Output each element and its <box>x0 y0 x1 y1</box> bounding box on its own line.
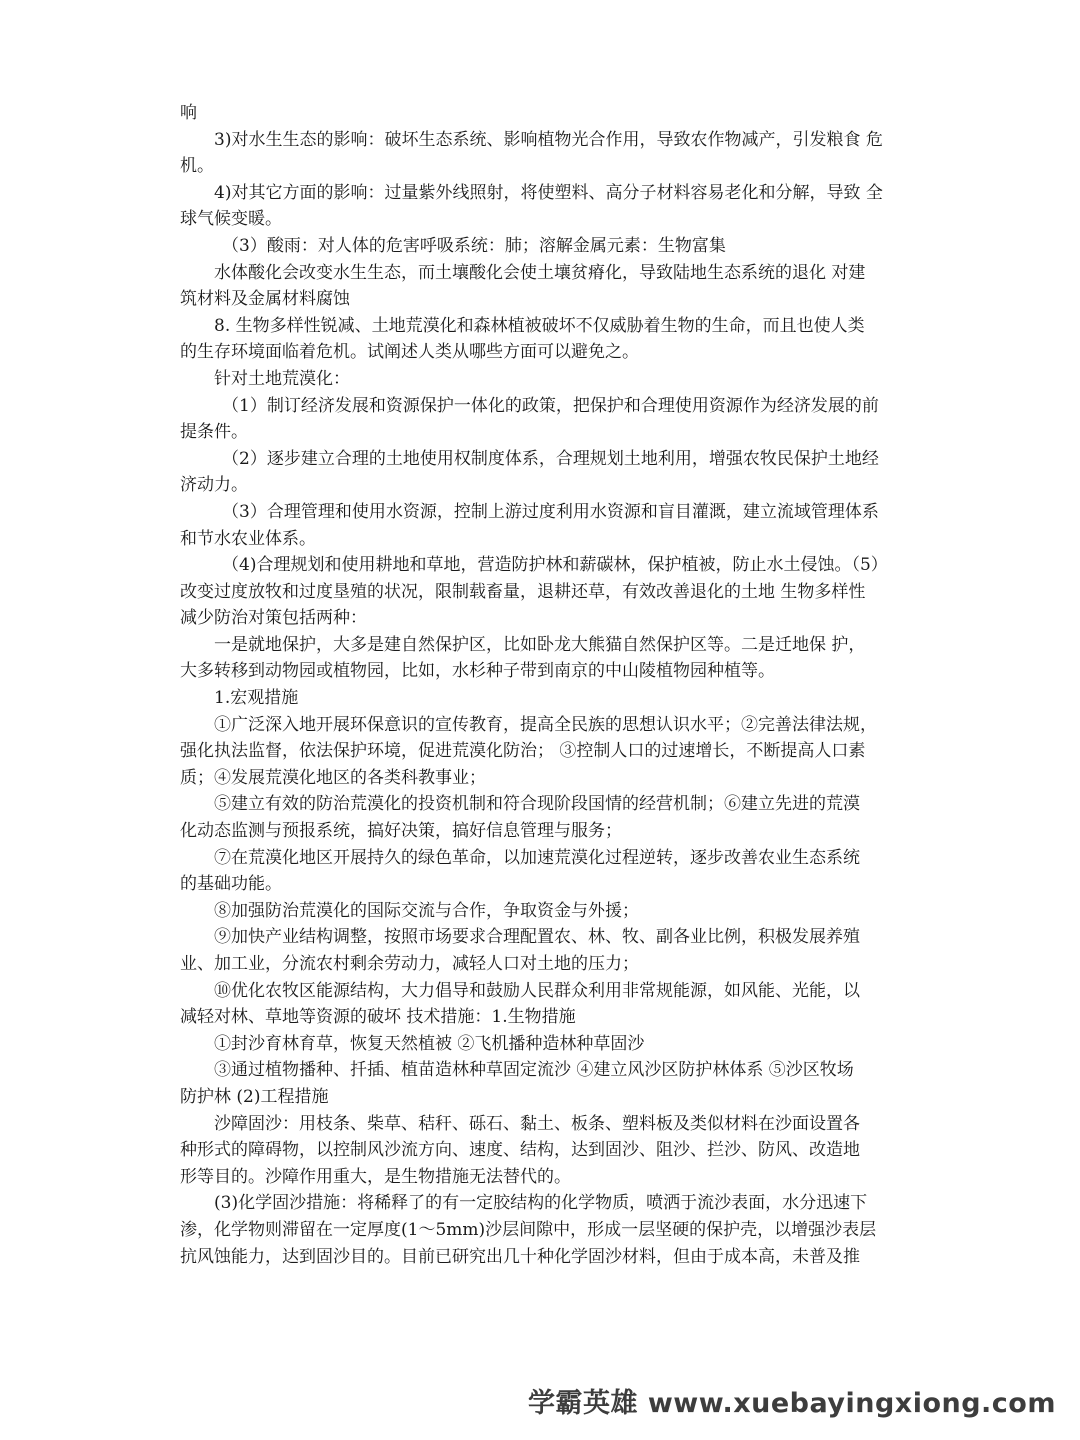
text-line: 改变过度放牧和过度垦殖的状况，限制载畜量，退耕还草，有效改善退化的土地 生物多样性 <box>180 581 866 602</box>
text-line: 强化执法监督，依法保护环境，促进荒漠化防治； ③控制人口的过速增长，不断提高人口素 <box>180 741 866 762</box>
text-line: 针对土地荒漠化： <box>214 368 350 389</box>
text-line: ⑨加快产业结构调整，按照市场要求合理配置农、林、牧、副各业比例，积极发展养殖 <box>214 927 860 948</box>
text-line: 沙障固沙：用枝条、柴草、秸秆、砾石、黏土、板条、塑料板及类似材料在沙面设置各 <box>214 1113 860 1134</box>
text-line: 球气候变暖。 <box>180 209 282 230</box>
text-line: ③通过植物播种、扦插、植苗造林种草固定流沙 ④建立风沙区防护林体系 ⑤沙区牧场 <box>214 1060 854 1081</box>
text-line: 防护林 (2)工程措施 <box>180 1086 329 1107</box>
text-line: 8. 生物多样性锐减、土地荒漠化和森林植被破坏不仅威胁着生物的生命，而且也使人类 <box>214 315 865 336</box>
text-line: 业、加工业，分流农村剩余劳动力，减轻人口对土地的压力； <box>180 954 639 974</box>
text-line: ⑩优化农牧区能源结构，大力倡导和鼓励人民群众利用非常规能源，如风能、光能，以 <box>214 980 860 1001</box>
text-line: 筑材料及金属材料腐蚀 <box>180 289 350 310</box>
text-line: （1）制订经济发展和资源保护一体化的政策，把保护和合理使用资源作为经济发展的前 <box>222 395 879 416</box>
text-line: 质；④发展荒漠化地区的各类科教事业； <box>180 767 486 788</box>
text-line: 渗，化学物则滞留在一定厚度(1～5mm)沙层间隙中，形成一层坚硬的保护壳，以增强沙表层 <box>180 1219 877 1240</box>
text-line: 提条件。 <box>180 422 248 443</box>
text-line: （3）合理管理和使用水资源，控制上游过度利用水资源和盲目灌溉，建立流域管理体系 <box>222 501 879 522</box>
text-line: 响 <box>180 103 197 123</box>
text-line: 的生存环境面临着危机。试阐述人类从哪些方面可以避免之。 <box>180 342 639 363</box>
text-line: 机。 <box>180 156 214 177</box>
text-line: (3)化学固沙措施：将稀释了的有一定胶结构的化学物质，喷洒于流沙表面，水分迅速下 <box>214 1193 868 1214</box>
text-line: 形等目的。沙障作用重大，是生物措施无法替代的。 <box>180 1166 571 1187</box>
site-watermark: 学霸英雄 www.xuebayingxiong.com <box>527 1388 1056 1419</box>
text-line: 减轻对林、草地等资源的破坏 技术措施：1.生物措施 <box>180 1007 576 1028</box>
text-line: 的基础功能。 <box>180 874 282 895</box>
text-line: 水体酸化会改变水生生态，而土壤酸化会使土壤贫瘠化，导致陆地生态系统的退化 对建 <box>214 262 866 283</box>
text-line: 3)对水生生态的影响：破坏生态系统、影响植物光合作用，导致农作物减产，引发粮食 危 <box>214 129 883 150</box>
text-line: ⑤建立有效的防治荒漠化的投资机制和符合现阶段国情的经营机制；⑥建立先进的荒漠 <box>214 794 860 815</box>
text-line: （2）逐步建立合理的土地使用权制度体系，合理规划土地利用，增强农牧民保护土地经 <box>222 448 879 469</box>
document-body <box>180 100 902 1270</box>
text-line: 种形式的障碍物，以控制风沙流方向、速度、结构，达到固沙、阻沙、拦沙、防风、改造地 <box>180 1140 860 1161</box>
text-line: 抗风蚀能力，达到固沙目的。目前已研究出几十种化学固沙材料，但由于成本高，未普及推 <box>180 1246 860 1267</box>
text-line: 4)对其它方面的影响：过量紫外线照射，将使塑料、高分子材料容易老化和分解，导致 全 <box>214 182 883 203</box>
text-line: 大多转移到动物园或植物园，比如，水杉种子带到南京的中山陵植物园种植等。 <box>180 661 775 682</box>
text-line: ①广泛深入地开展环保意识的宣传教育，提高全民族的思想认识水平；②完善法律法规， <box>214 714 877 735</box>
text-line: ①封沙育林育草，恢复天然植被 ②飞机播种造林种草固沙 <box>214 1033 645 1054</box>
text-line: 和节水农业体系。 <box>180 528 316 549</box>
text-line: 一是就地保护，大多是建自然保护区，比如卧龙大熊猫自然保护区等。二是迁地保 护， <box>214 634 866 655</box>
text-line: 化动态监测与预报系统，搞好决策，搞好信息管理与服务； <box>180 821 622 842</box>
text-line: ⑧加强防治荒漠化的国际交流与合作，争取资金与外援； <box>214 900 639 921</box>
text-line: （3）酸雨：对人体的危害呼吸系统：肺；溶解金属元素：生物富集 <box>222 235 726 256</box>
text-line: ⑦在荒漠化地区开展持久的绿色革命，以加速荒漠化过程逆转，逐步改善农业生态系统 <box>214 847 860 868</box>
text-line: 减少防治对策包括两种： <box>180 608 367 629</box>
text-line: 1.宏观措施 <box>214 688 299 709</box>
text-line: （4)合理规划和使用耕地和草地，营造防护林和薪碳林，保护植被，防止水土侵蚀。（5） <box>222 555 888 576</box>
text-line: 济动力。 <box>180 475 248 496</box>
